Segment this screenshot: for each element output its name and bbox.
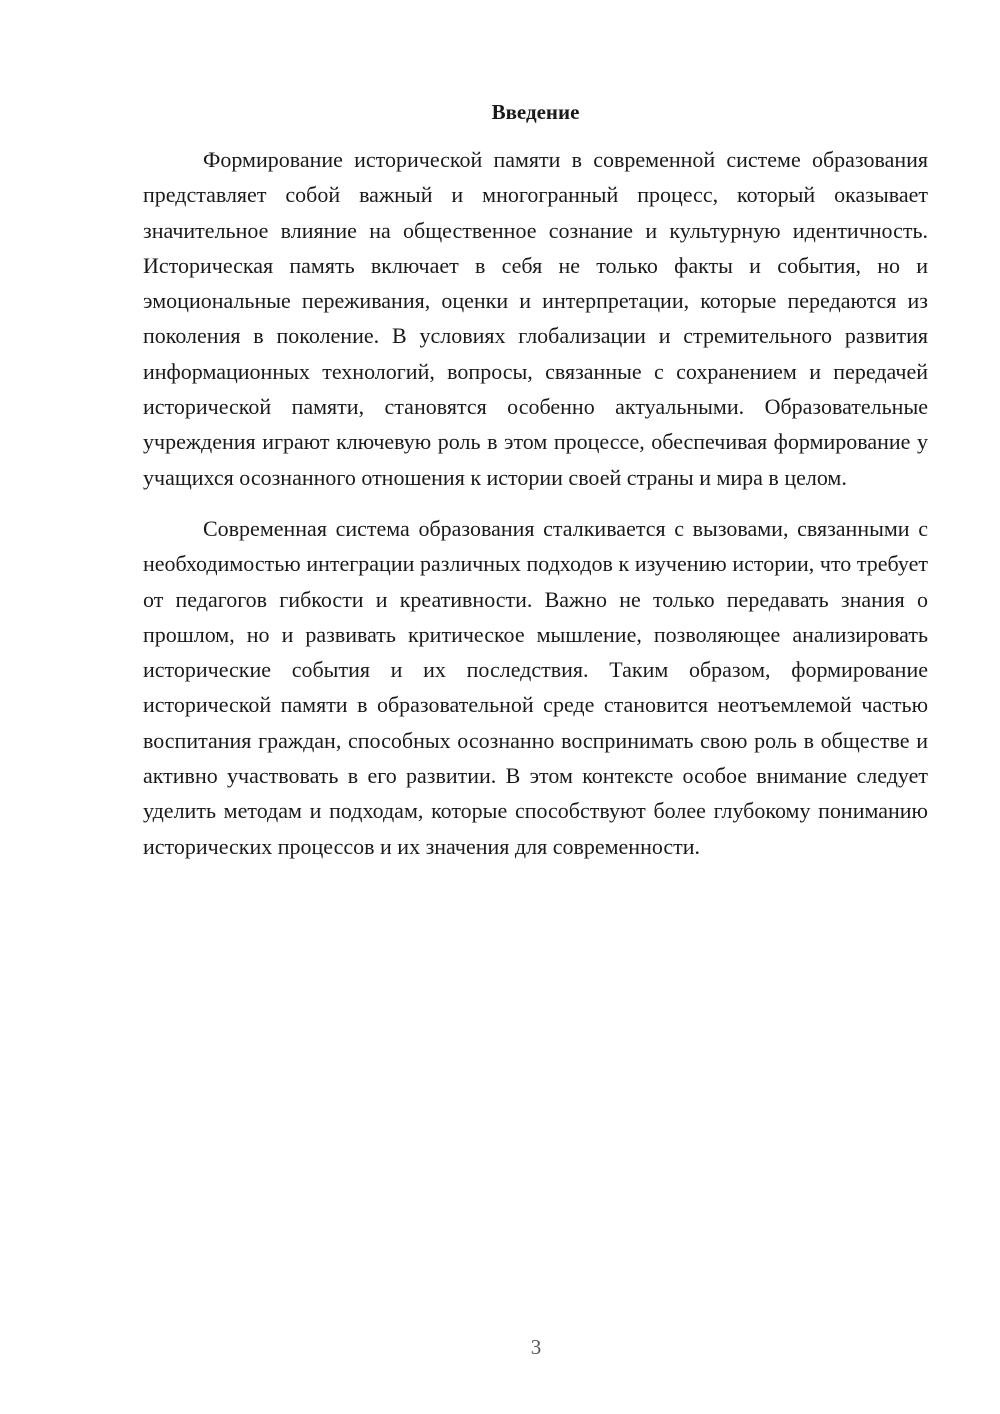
paragraph-1: Формирование исторической памяти в современной системе образования представляет собой важный и многогранный процесс, который оказывает значительное влияние на общественное сознание и культурную идентичность. Историческая память включает в себя не только факты и события, но и эмоциональные переживания, оценки и интерпретации, которые передаются из поколения в поколение. В условиях глобализации и стремительного развития информационных технологий, вопросы, связанные с сохранением и передачей исторической памяти, становятся особенно актуальными. Образовательные учреждения играют ключевую роль в этом процессе, обеспечивая формирование у учащихся осознанного отношения к истории своей страны и мира в целом.	[143, 147, 928, 490]
section-heading: Введение	[491, 100, 580, 124]
page-number: 3	[530, 1335, 542, 1359]
body-text	[143, 142, 928, 864]
paragraph-2: Современная система образования сталкивается с вызовами, связанными с необходимостью интеграции различных подходов к изучению истории, что требует от педагогов гибкости и креативности. Важно не только передавать знания о прошлом, но и развивать критическое мышление, позволяющее анализировать исторические события и их последствия. Таким образом, формирование исторической памяти в образовательной среде становится неотъемлемой частью воспитания граждан, способных осознанно воспринимать свою роль в обществе и активно участвовать в его развитии. В этом контексте особое внимание следует уделить методам и подходам, которые способствуют более глубокому пониманию исторических процессов и их значения для современности.	[143, 515, 928, 859]
